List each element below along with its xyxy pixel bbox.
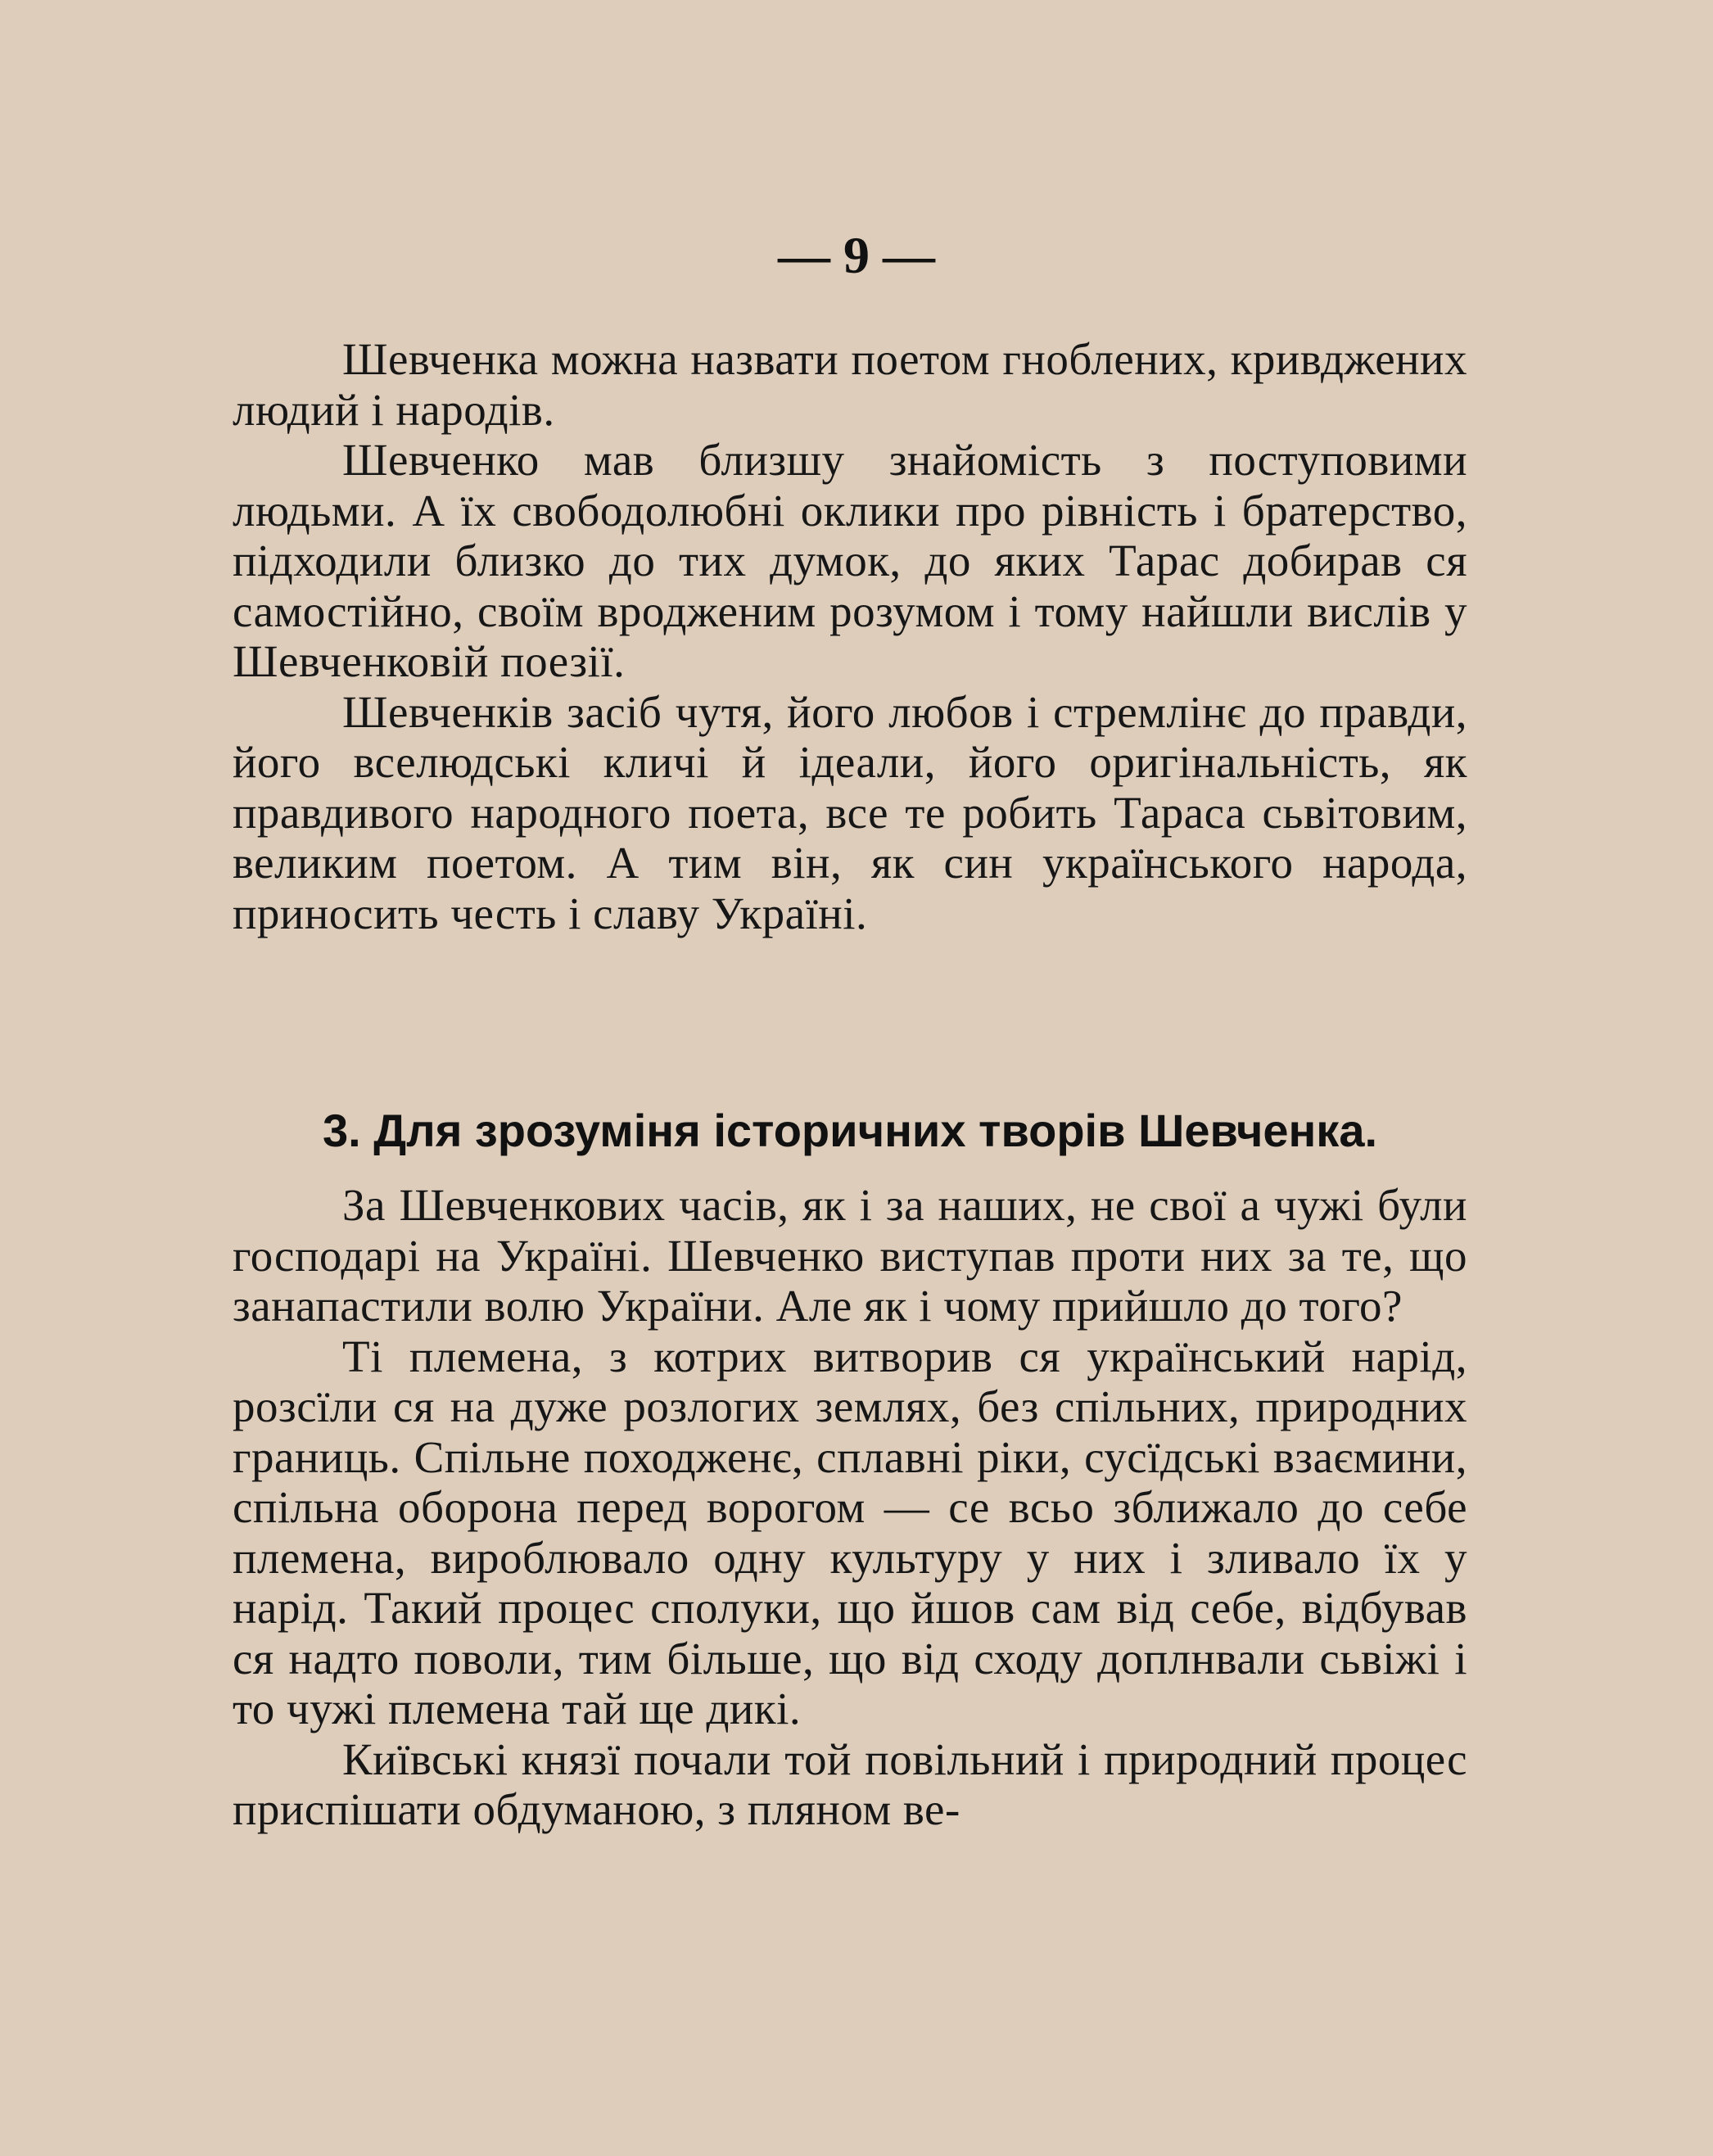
section-1-text	[233, 334, 1467, 938]
paragraph: Київські князї почали той повільний і природний процес приспішати обдуманою, з пляном ве-	[233, 1733, 1467, 1834]
paragraph: Шевченків засіб чутя, його любов і стремлінє до правди, його вселюдські кличі й ідеали, його оригінальність, як правдивого народного поета, все те робить Тараса сьвітовим, великим поетом. А тим він, як син українського народа, приносить честь і славу Україні.	[233, 686, 1467, 938]
section-heading: 3. Для зрозуміня історичних творів Шевченка.	[322, 1105, 1378, 1156]
paragraph: Шевченка можна назвати поетом гноблених, кривджених людий і народів.	[233, 334, 1467, 435]
section-2-text	[233, 1180, 1467, 1835]
paragraph: Ті племена, з котрих витворив ся український нарід, розсїли ся на дуже розлогих землях, без спільних, природних границь. Спільне походженє, сплавні ріки, сусїдські взаємини, спільна оборона перед ворогом — се всьо зближало до себе племена, вироблювало одну культуру у них і зливало їх у нарід. Такий процес сполуки, що йшов сам від себе, відбував ся надто поволи, тим більше, що від сходу доплнвали сьвіжі і то чужі племена тай ще дикі.	[233, 1331, 1467, 1733]
paragraph: За Шевченкових часів, як і за наших, не свої а чужі були господарі на Україні. Шевченко виступав проти них за те, що занапастили волю України. Але як і чому прийшло до того?	[233, 1180, 1467, 1331]
paragraph: Шевченко мав близшу знайомість з поступовими людьми. А їх свободолюбні оклики про рівність і братерство, підходили близко до тих думок, до яких Тарас добирав ся самостійно, своїм вродженим розумом і тому найшли вислів у Шевченковій поезії.	[233, 435, 1467, 686]
page-number: — 9 —	[778, 226, 935, 284]
